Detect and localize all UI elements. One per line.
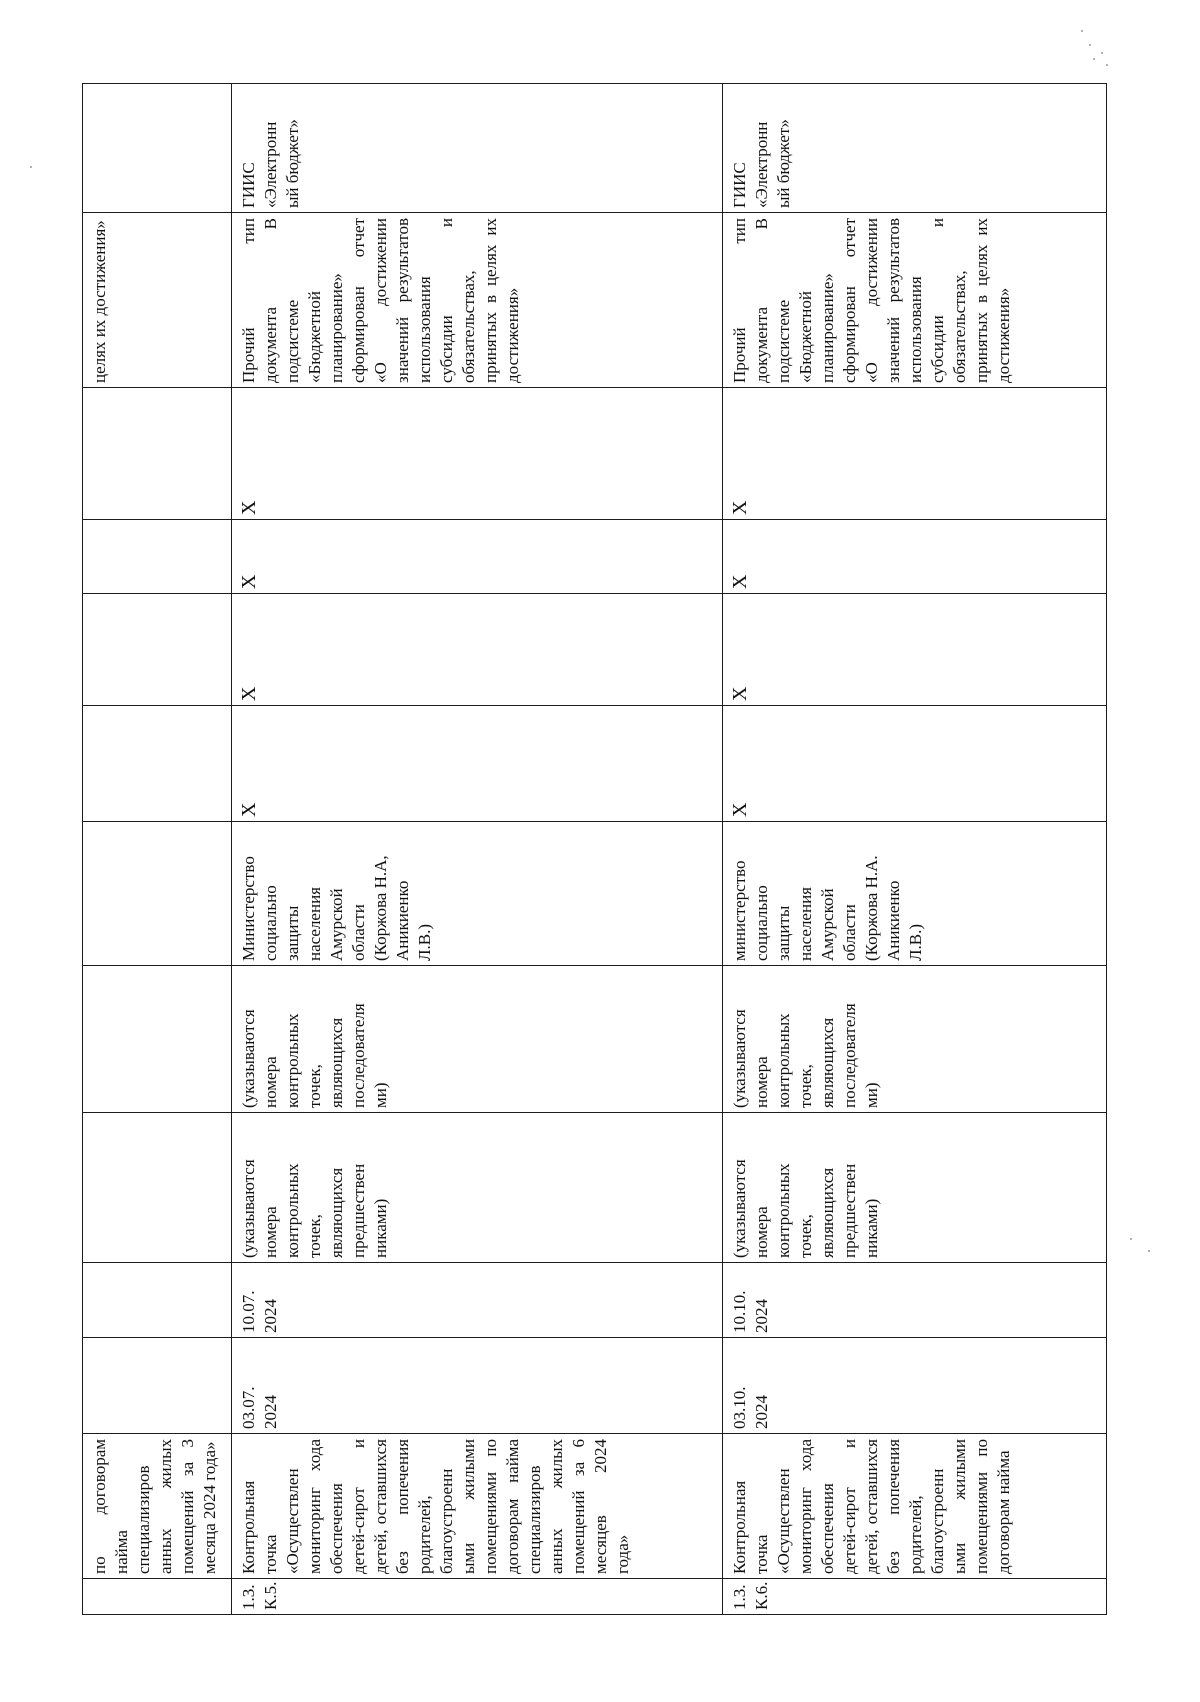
cell-k5-responsible (231, 822, 722, 966)
end-date-text: 10.07. 2024 (239, 1290, 280, 1333)
responsible-text: Министерство социально защиты населения Амурской области (Коржова Н.А, Аникиенко Л.В.) (239, 855, 434, 961)
cell-k6-start-date (722, 1338, 1107, 1434)
scan-speck (1106, 64, 1108, 66)
cell-k5-system (231, 83, 722, 213)
scan-speck (1093, 58, 1095, 60)
cell-k5-mark-3 (231, 520, 722, 594)
cell-k5-mark-1 (231, 706, 722, 822)
scan-speck (1130, 1238, 1132, 1240)
cell-k5-predecessors (231, 1113, 722, 1263)
cell-k6-mark-2 (722, 594, 1107, 706)
result-text: Прочий тип документа В подсистеме «Бюджетной планирование» сформирован отчет «О достижении значений результатов использования субсидии и обязательствах, принятых в целях их достижения» (730, 218, 1013, 383)
start-date-text: 03.07. 2024 (239, 1386, 280, 1429)
cell-k6-system (722, 83, 1107, 213)
scan-speck (1089, 44, 1091, 46)
start-date-text: 03.10. 2024 (730, 1386, 771, 1429)
control-points-table (82, 83, 1107, 1615)
cell-k6-successors (722, 966, 1107, 1113)
cell-k6-mark-3 (722, 520, 1107, 594)
mark-1-text: X (729, 802, 751, 817)
cell-continuation-end-date (82, 1263, 231, 1338)
cell-k5-result (231, 213, 722, 388)
scan-speck (1081, 30, 1083, 32)
result-text: Прочий тип документа В подсистеме «Бюджетной планирование» сформирован отчет «О достижении значений результатов использования субсидии и обязательствах, принятых в целях их достижения» (239, 218, 522, 383)
end-date-text: 10.10. 2024 (730, 1290, 771, 1333)
predecessors-text: (указываются номера контрольных точек, являющихся предшествен никами) (730, 1159, 881, 1258)
scan-speck (1148, 1250, 1150, 1252)
cell-k6-result (722, 213, 1107, 388)
cell-k5-end-date (231, 1263, 722, 1338)
mark-4-text: X (238, 500, 260, 515)
name-text: Контрольная точка «Осуществлен мониторинг хода обеспечения детей-сирот и детей, оставшихся без попечения родителей, благоустроенн ыми жилыми помещениями по договорам найма (730, 1439, 1013, 1574)
mark-3-text: X (238, 574, 260, 589)
cell-k5-start-date (231, 1338, 722, 1434)
scan-speck (30, 166, 32, 168)
result-text: целях их достижения» (90, 220, 109, 383)
scan-speck (1101, 52, 1103, 54)
cell-continuation-mark-2 (82, 594, 231, 706)
mark-3-text: X (729, 574, 751, 589)
name-text: по договорам найма специализиров анных жилых помещений за 3 месяца 2024 года» (90, 1439, 219, 1574)
cell-k6-responsible (722, 822, 1107, 966)
cell-continuation-mark-3 (82, 520, 231, 594)
cell-continuation-number (82, 1579, 231, 1615)
mark-2-text: X (238, 686, 260, 701)
cell-k6-number (722, 1579, 1107, 1615)
cell-continuation-name (82, 1434, 231, 1579)
cell-k5-number (231, 1579, 722, 1615)
successors-text: (указываются номера контрольных точек, являющихся последователя ми) (239, 1003, 390, 1108)
cell-k6-mark-1 (722, 706, 1107, 822)
number-text: 1.3. К.5. (239, 1581, 280, 1610)
predecessors-text: (указываются номера контрольных точек, являющихся предшествен никами) (239, 1159, 390, 1258)
cell-continuation-successors (82, 966, 231, 1113)
cell-k5-mark-4 (231, 388, 722, 520)
cell-k6-mark-4 (722, 388, 1107, 520)
responsible-text: министерство социально защиты населения Амурской области (Коржова Н.А. Аникиенко Л.В.) (730, 855, 925, 961)
system-text: ГИИС «Электронн ый бюджет» (730, 119, 793, 208)
cell-continuation-start-date (82, 1338, 231, 1434)
cell-k5-successors (231, 966, 722, 1113)
cell-continuation-mark-4 (82, 388, 231, 520)
cell-continuation-predecessors (82, 1113, 231, 1263)
cell-continuation-mark-1 (82, 706, 231, 822)
cell-continuation-system (82, 83, 231, 213)
mark-4-text: X (729, 500, 751, 515)
mark-2-text: X (729, 686, 751, 701)
cell-k6-end-date (722, 1263, 1107, 1338)
cell-k6-predecessors (722, 1113, 1107, 1263)
cell-k5-mark-2 (231, 594, 722, 706)
cell-continuation-responsible (82, 822, 231, 966)
cell-k5-name (231, 1434, 722, 1579)
number-text: 1.3. К.6. (730, 1581, 771, 1610)
cell-k6-name (722, 1434, 1107, 1579)
system-text: ГИИС «Электронн ый бюджет» (239, 119, 302, 208)
cell-continuation-result (82, 213, 231, 388)
mark-1-text: X (238, 802, 260, 817)
name-text: Контрольная точка «Осуществлен мониторинг хода обеспечения детей-сирот и детей, оставшихся без попечения родителей, благоустроенн ыми жилыми помещениями по договорам найма специализиров анных жилых помещений за 6 месяцев 2024 года» (239, 1439, 632, 1574)
successors-text: (указываются номера контрольных точек, являющихся последователя ми) (730, 1003, 881, 1108)
